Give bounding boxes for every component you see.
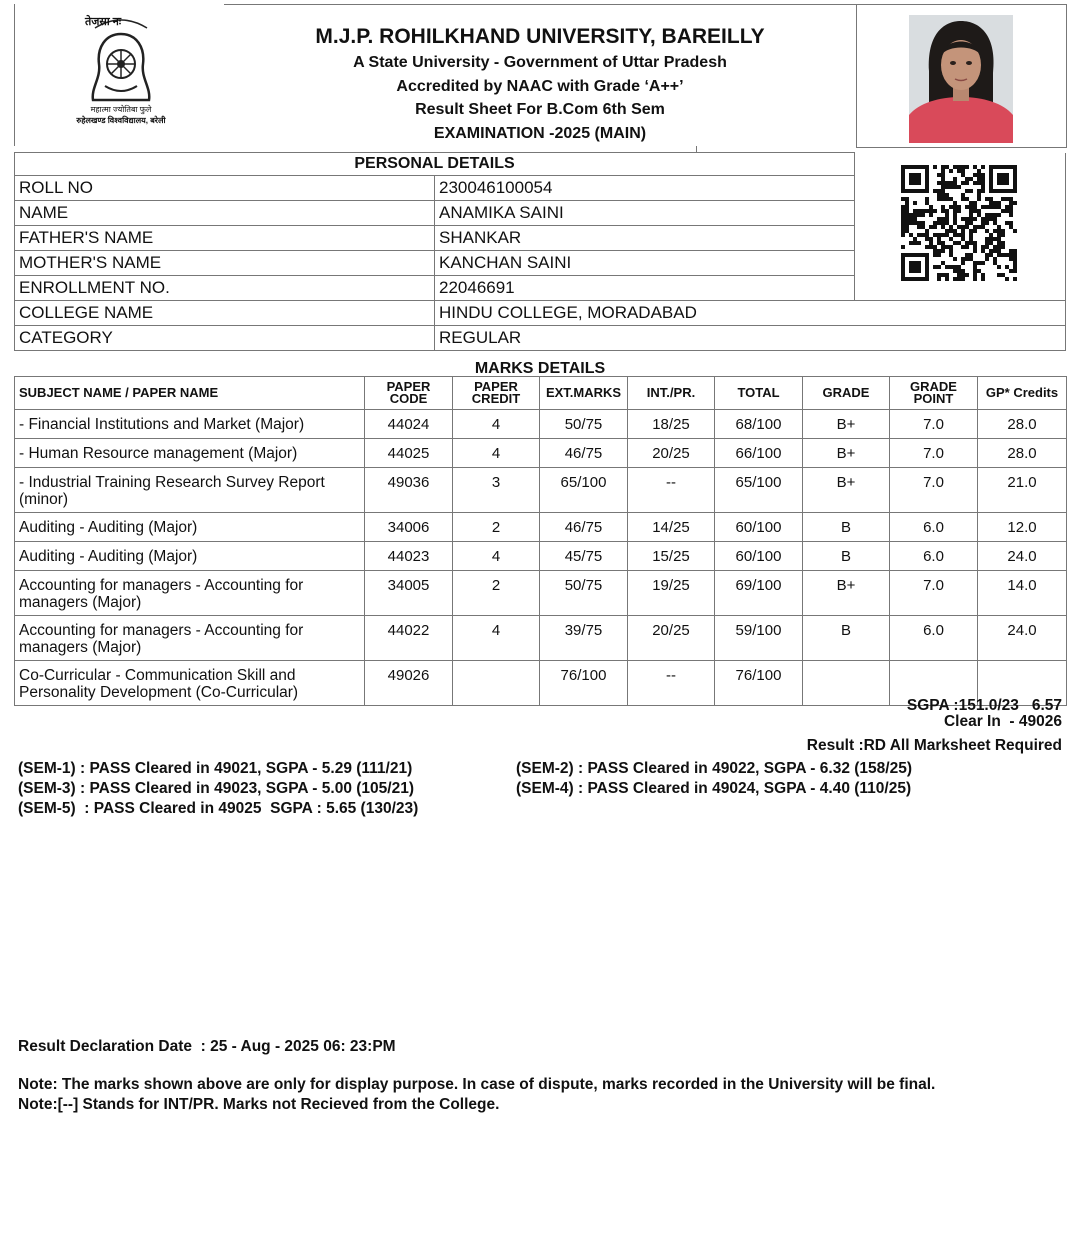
paper-code: 44025 <box>365 439 453 468</box>
personal-details-heading: PERSONAL DETAILS <box>15 153 855 176</box>
grade: B+ <box>803 439 890 468</box>
category-value: REGULAR <box>435 326 1066 351</box>
logo-section <box>14 4 225 146</box>
grade-point: 7.0 <box>890 571 978 616</box>
roll-no-value: 230046100054 <box>435 176 855 201</box>
total-marks: 68/100 <box>715 410 803 439</box>
col-int-pr: INT./PR. <box>628 377 715 410</box>
grade-point: 6.0 <box>890 616 978 661</box>
sem-2-result: (SEM-2) : PASS Cleared in 49022, SGPA - 6.32 (158/25) <box>516 760 912 777</box>
table-row <box>15 542 1067 571</box>
grade-point: 7.0 <box>890 468 978 513</box>
logo-text-line2: रुहेलखण्ड विश्वविद्यालय, बरेली <box>76 116 166 125</box>
col-ext-marks: EXT.MARKS <box>540 377 628 410</box>
personal-row-category <box>15 326 1066 351</box>
grade: B <box>803 513 890 542</box>
int-marks: 18/25 <box>628 410 715 439</box>
paper-credit: 3 <box>453 468 540 513</box>
int-marks: -- <box>628 468 715 513</box>
subject-name: - Financial Institutions and Market (Major) <box>15 410 365 439</box>
grade: B+ <box>803 468 890 513</box>
col-total: TOTAL <box>715 377 803 410</box>
total-marks: 66/100 <box>715 439 803 468</box>
personal-details-table <box>14 152 1066 351</box>
int-marks: 14/25 <box>628 513 715 542</box>
enrollment-value: 22046691 <box>435 276 855 301</box>
result-declaration-date: Result Declaration Date : 25 - Aug - 2025 06: 23:PM <box>18 1038 396 1055</box>
paper-code: 49026 <box>365 661 453 706</box>
gp-credits: 24.0 <box>978 616 1067 661</box>
ext-marks: 45/75 <box>540 542 628 571</box>
father-name-value: SHANKAR <box>435 226 855 251</box>
int-marks: 19/25 <box>628 571 715 616</box>
college-label: COLLEGE NAME <box>15 301 435 326</box>
paper-code: 34006 <box>365 513 453 542</box>
ext-marks: 46/75 <box>540 513 628 542</box>
grade-point: 7.0 <box>890 410 978 439</box>
sem-4-result: (SEM-4) : PASS Cleared in 49024, SGPA - 4.40 (110/25) <box>516 780 912 797</box>
table-row <box>15 439 1067 468</box>
paper-credit: 2 <box>453 513 540 542</box>
table-row <box>15 616 1067 661</box>
ext-marks: 50/75 <box>540 410 628 439</box>
marks-header-row <box>15 377 1067 410</box>
mother-name-label: MOTHER'S NAME <box>15 251 435 276</box>
sem-1-result: (SEM-1) : PASS Cleared in 49021, SGPA - 5.29 (111/21) <box>18 760 413 777</box>
gp-credits: 28.0 <box>978 439 1067 468</box>
student-photo <box>909 15 1013 143</box>
gp-credits: 14.0 <box>978 571 1067 616</box>
subject-name: - Industrial Training Research Survey Report (minor) <box>15 468 365 513</box>
grade-point: 7.0 <box>890 439 978 468</box>
examination-title: EXAMINATION -2025 (MAIN) <box>433 125 647 142</box>
total-marks: 60/100 <box>715 513 803 542</box>
gp-credits: 21.0 <box>978 468 1067 513</box>
paper-credit: 4 <box>453 616 540 661</box>
subject-name: Auditing - Auditing (Major) <box>15 513 365 542</box>
clear-in: Clear In - 49026 <box>943 713 1062 730</box>
int-marks: 15/25 <box>628 542 715 571</box>
note-int-pr: Note:[--] Stands for INT/PR. Marks not Recieved from the College. <box>18 1096 500 1113</box>
category-label: CATEGORY <box>15 326 435 351</box>
subject-name: - Human Resource management (Major) <box>15 439 365 468</box>
grade-point: 6.0 <box>890 513 978 542</box>
sem-5-result: (SEM-5) : PASS Cleared in 49025 SGPA : 5.65 (130/23) <box>18 800 419 817</box>
gp-credits: 24.0 <box>978 542 1067 571</box>
qr-code-icon <box>901 165 1017 281</box>
paper-credit: 2 <box>453 571 540 616</box>
ext-marks: 76/100 <box>540 661 628 706</box>
paper-code: 44024 <box>365 410 453 439</box>
paper-code: 49036 <box>365 468 453 513</box>
gp-credits: 12.0 <box>978 513 1067 542</box>
int-marks: 20/25 <box>628 439 715 468</box>
col-paper-credit: PAPER CREDIT <box>453 377 540 410</box>
col-subject: SUBJECT NAME / PAPER NAME <box>15 377 365 410</box>
sgpa-summary: SGPA :151.0/23 6.57 <box>906 697 1062 714</box>
paper-credit <box>453 661 540 706</box>
marks-table <box>14 376 1067 706</box>
enrollment-label: ENROLLMENT NO. <box>15 276 435 301</box>
subject-name: Accounting for managers - Accounting for managers (Major) <box>15 616 365 661</box>
paper-credit: 4 <box>453 542 540 571</box>
father-name-label: FATHER'S NAME <box>15 226 435 251</box>
sem-3-result: (SEM-3) : PASS Cleared in 49023, SGPA - 5.00 (105/21) <box>18 780 414 797</box>
total-marks: 69/100 <box>715 571 803 616</box>
result-sheet-title: Result Sheet For B.Com 6th Sem <box>415 101 665 118</box>
table-row <box>15 468 1067 513</box>
col-gp-credits: GP* Credits <box>978 377 1067 410</box>
paper-code: 44022 <box>365 616 453 661</box>
col-grade: GRADE <box>803 377 890 410</box>
name-value: ANAMIKA SAINI <box>435 201 855 226</box>
total-marks: 59/100 <box>715 616 803 661</box>
total-marks: 60/100 <box>715 542 803 571</box>
paper-credit: 4 <box>453 439 540 468</box>
table-row <box>15 410 1067 439</box>
college-value: HINDU COLLEGE, MORADABAD <box>435 301 1066 326</box>
name-label: NAME <box>15 201 435 226</box>
total-marks: 76/100 <box>715 661 803 706</box>
grade-point: 6.0 <box>890 542 978 571</box>
paper-code: 44023 <box>365 542 453 571</box>
university-subtitle: A State University - Government of Uttar Pradesh <box>353 54 727 71</box>
table-row <box>15 513 1067 542</box>
table-row <box>15 571 1067 616</box>
logo-text-line1: महात्मा ज्योतिबा फुले <box>90 105 152 114</box>
header-titles <box>224 4 856 147</box>
paper-credit: 4 <box>453 410 540 439</box>
gp-credits: 28.0 <box>978 410 1067 439</box>
grade <box>803 661 890 706</box>
personal-row-college <box>15 301 1066 326</box>
int-marks: 20/25 <box>628 616 715 661</box>
ext-marks: 50/75 <box>540 571 628 616</box>
qr-cell <box>855 153 1066 301</box>
grade: B+ <box>803 571 890 616</box>
ext-marks: 39/75 <box>540 616 628 661</box>
ext-marks: 65/100 <box>540 468 628 513</box>
grade: B <box>803 542 890 571</box>
note-display-purpose: Note: The marks shown above are only for display purpose. In case of dispute, marks recorded in the University will be final. <box>18 1076 936 1093</box>
paper-code: 34005 <box>365 571 453 616</box>
grade: B <box>803 616 890 661</box>
mother-name-value: KANCHAN SAINI <box>435 251 855 276</box>
subject-name: Co-Curricular - Communication Skill and Personality Development (Co-Curricular) <box>15 661 365 706</box>
marks-details-heading: MARKS DETAILS <box>474 360 606 377</box>
int-marks: -- <box>628 661 715 706</box>
grade: B+ <box>803 410 890 439</box>
total-marks: 65/100 <box>715 468 803 513</box>
col-paper-code: PAPER CODE <box>365 377 453 410</box>
ext-marks: 46/75 <box>540 439 628 468</box>
accreditation: Accredited by NAAC with Grade ‘A++’ <box>396 78 684 95</box>
roll-no-label: ROLL NO <box>15 176 435 201</box>
subject-name: Accounting for managers - Accounting for managers (Major) <box>15 571 365 616</box>
photo-section <box>856 4 1067 148</box>
university-name: M.J.P. ROHILKHAND UNIVERSITY, BAREILLY <box>315 25 765 48</box>
subject-name: Auditing - Auditing (Major) <box>15 542 365 571</box>
result-status: Result :RD All Marksheet Required <box>806 737 1062 754</box>
col-grade-point: GRADE POINT <box>890 377 978 410</box>
logo-top-text: तेजसा नः <box>85 16 122 28</box>
